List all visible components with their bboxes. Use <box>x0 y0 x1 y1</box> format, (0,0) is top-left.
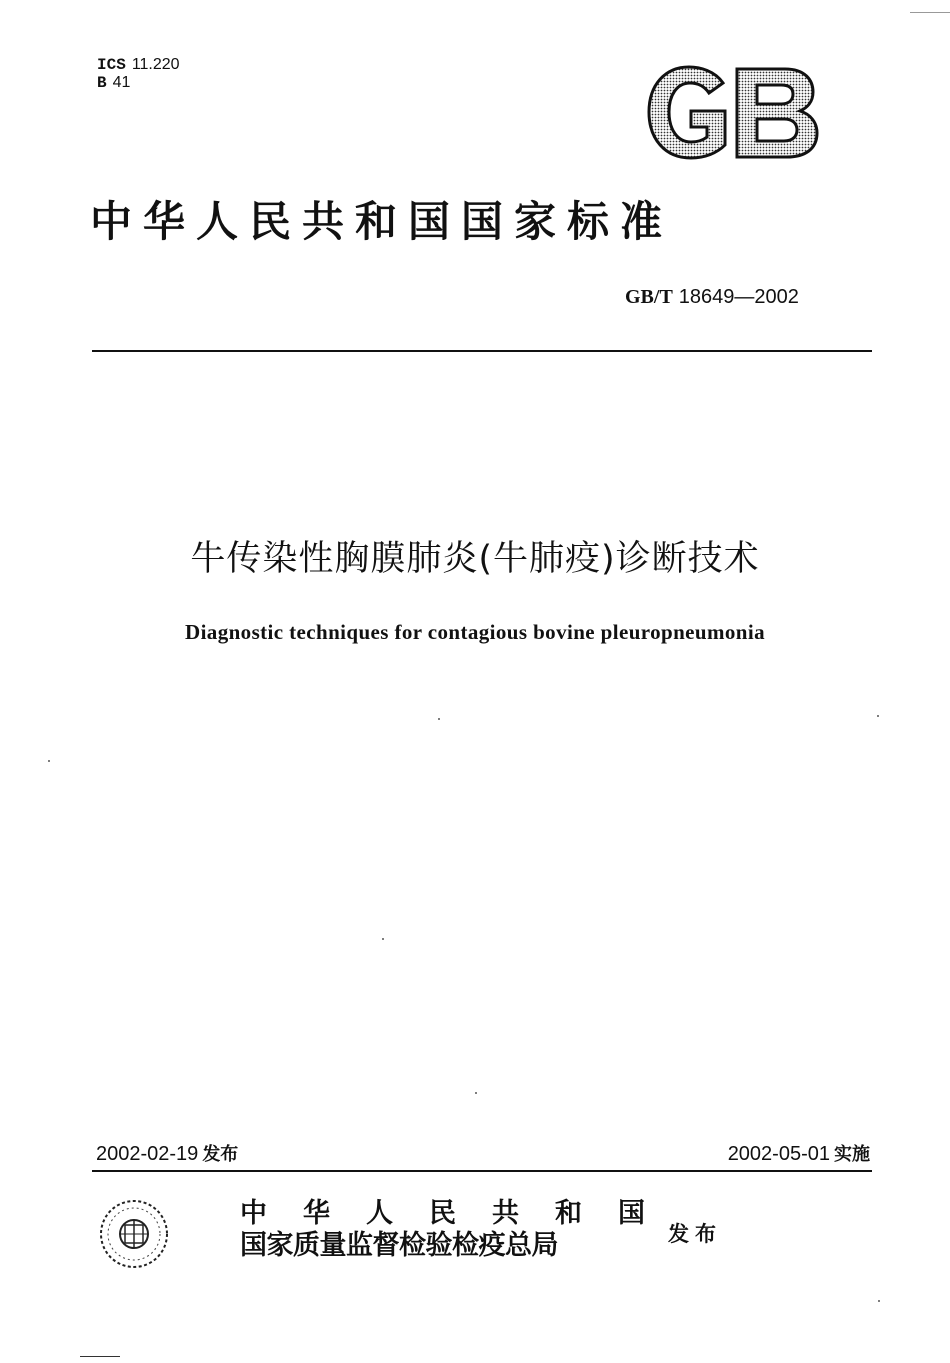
classification-code: 41 <box>112 74 131 91</box>
scan-speck <box>877 715 879 717</box>
official-seal-icon <box>98 1198 170 1270</box>
issuer-line-1: 中华人民共和国 <box>240 1198 645 1229</box>
gb-logo <box>645 65 820 160</box>
document-title-english: Diagnostic techniques for contagious bovine pleuropneumonia <box>185 620 765 644</box>
classification-label: B <box>97 74 107 92</box>
corner-scan-mark <box>910 0 950 13</box>
ics-code: 11.220 <box>131 56 180 73</box>
gb-logo-b <box>737 69 817 157</box>
issuer-action: 发布 <box>668 1221 722 1246</box>
standard-number-code: 18649—2002 <box>678 286 799 308</box>
document-title-chinese: 牛传染性胸膜肺炎(牛肺疫)诊断技术 <box>190 539 760 579</box>
ics-line <box>97 56 180 74</box>
issue-date <box>96 1140 238 1166</box>
gb-logo-g <box>649 67 725 158</box>
scan-speck <box>48 760 50 762</box>
national-standard-title: 中华人民共和国国家标准 <box>90 197 674 246</box>
classification-line <box>97 74 130 92</box>
issue-date-value: 2002-02-19 <box>96 1143 199 1165</box>
scan-speck <box>878 1300 880 1302</box>
standard-number <box>625 284 799 309</box>
scan-speck <box>475 1092 477 1094</box>
effective-date <box>728 1140 870 1166</box>
scan-speck <box>382 938 384 940</box>
ics-label: ICS <box>97 56 126 74</box>
header-divider <box>92 350 872 352</box>
scan-speck <box>438 718 440 720</box>
effective-date-value: 2002-05-01 <box>727 1143 830 1165</box>
standard-number-prefix: GB/T <box>625 286 673 308</box>
effective-date-label: 实施 <box>834 1144 870 1165</box>
bottom-scan-mark <box>80 1356 120 1357</box>
footer-divider <box>92 1170 872 1172</box>
issue-date-label: 发布 <box>202 1144 239 1165</box>
issuer-line-2: 国家质量监督检验检疫总局 <box>240 1230 558 1261</box>
